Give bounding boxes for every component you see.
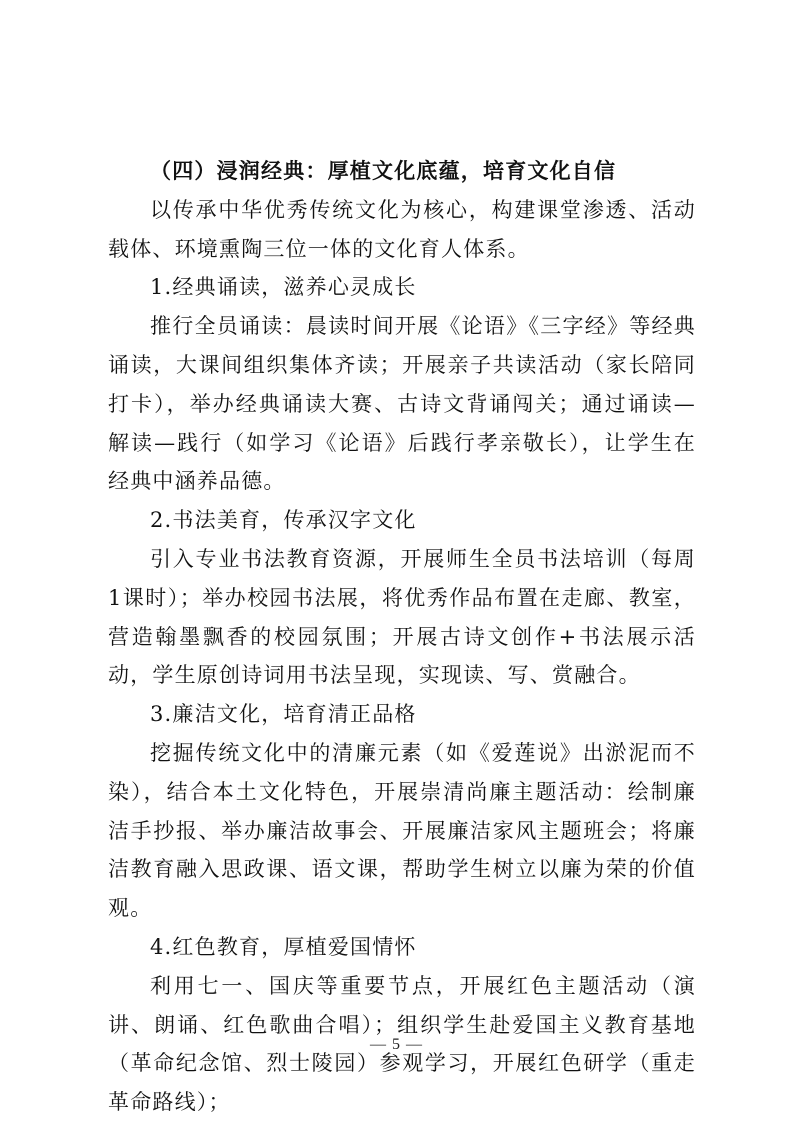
item-title-3: 3.廉洁文化，培育清正品格 (150, 702, 417, 727)
item-body-3: 挖掘传统文化中的清廉元素（如《爱莲说》出淤泥而不染），结合本土文化特色，开展崇清尚廉主题活动：绘制廉洁手抄报、举办廉洁故事会、开展廉洁家风主题班会；将廉洁教育融入思政课、语文课，帮助学生树立以廉为荣的价值观。 (108, 740, 696, 921)
item-title-4: 4.红色教育，厚植爱国情怀 (150, 934, 417, 959)
item-body-1: 推行全员诵读：晨读时间开展《论语》《三字经》等经典诵读，大课间组织集体齐读；开展亲子共读活动（家长陪同打卡），举办经典诵读大赛、古诗文背诵闯关；通过诵读—解读—践行（如学习《论语》后践行孝亲敬长），让学生在经典中涵养品德。 (108, 314, 696, 494)
item-title-2: 2.书法美育，传承汉字文化 (150, 508, 417, 533)
section-heading: （四）浸润经典：厚植文化底蕴，培育文化自信 (150, 158, 617, 183)
item-body-2: 引入专业书法教育资源，开展师生全员书法培训（每周1课时）；举办校园书法展，将优秀作品布置在走廊、教室，营造翰墨飘香的校园氛围；开展古诗文创作+书法展示活动，学生原创诗词用书法呈现，实现读、写、赏融合。 (108, 546, 696, 688)
page-number: — 5 — (370, 1036, 423, 1053)
intro-paragraph: 以传承中华优秀传统文化为核心，构建课堂渗透、活动载体、环境熏陶三位一体的文化育人体系。 (108, 197, 696, 261)
item-title-1: 1.经典诵读，滋养心灵成长 (150, 275, 417, 300)
item-body-4: 利用七一、国庆等重要节点，开展红色主题活动（演讲、朗诵、红色歌曲合唱）；组织学生赴爱国主义教育基地（革命纪念馆、烈士陵园）参观学习，开展红色研学（重走革命路线）； (108, 973, 696, 1115)
document-body (108, 152, 696, 1122)
